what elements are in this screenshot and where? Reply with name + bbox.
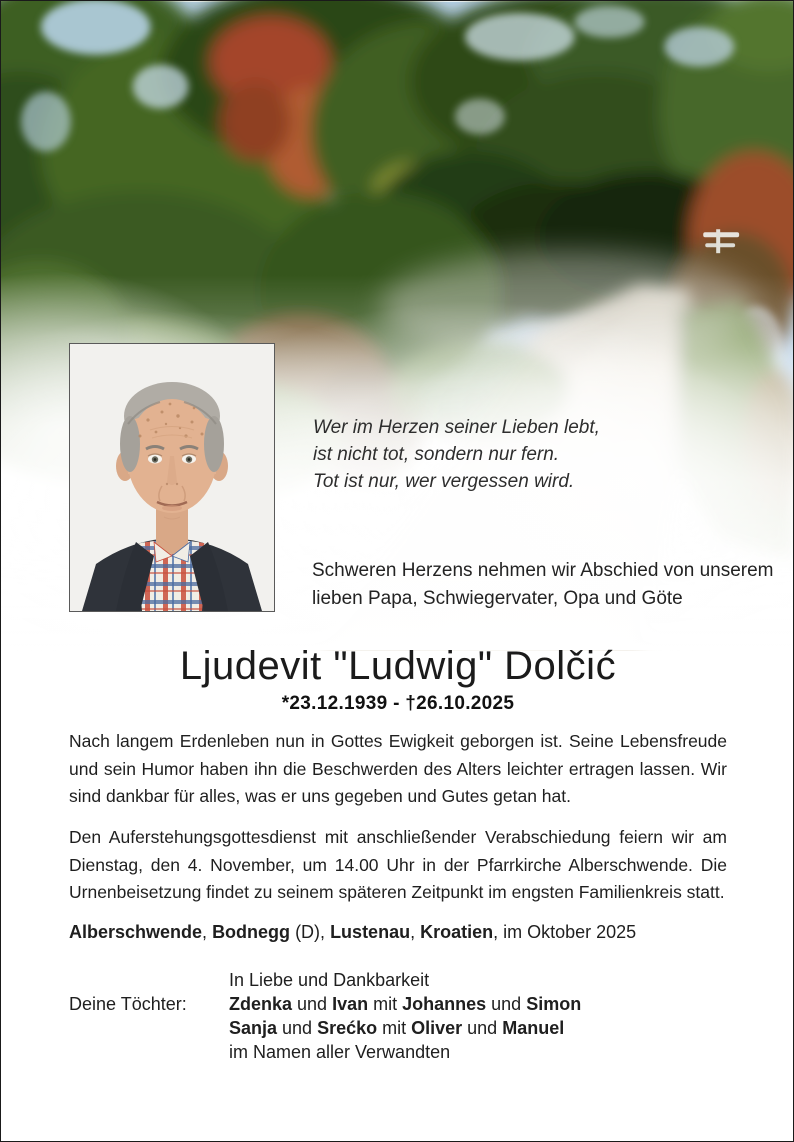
signature-line: In Liebe und Dankbarkeit <box>229 970 430 990</box>
signature-row <box>69 1016 709 1040</box>
life-dates: *23.12.1939 - †26.10.2025 <box>281 693 515 714</box>
quote-line: Tot ist nur, wer vergessen wird. <box>313 471 575 492</box>
signature-spacer <box>69 968 229 992</box>
signature-row <box>69 1040 709 1064</box>
signature-row <box>69 968 709 992</box>
signature-spacer <box>69 1016 229 1040</box>
signature-section <box>69 968 709 1064</box>
farewell-text <box>312 557 774 613</box>
signature-spacer <box>69 1040 229 1064</box>
quote-line: ist nicht tot, sondern nur fern. <box>313 444 560 465</box>
dateline: Alberschwende, Bodnegg (D), Lustenau, Kroatien, im Oktober 2025 <box>69 922 637 942</box>
memorial-quote <box>313 414 600 495</box>
quote-line: Wer im Herzen seiner Lieben lebt, <box>313 417 600 438</box>
farewell-line: Schweren Herzens nehmen wir Abschied von unserem <box>312 560 774 581</box>
portrait-photo <box>69 343 275 612</box>
signature-line: Sanja und Srećko mit Oliver und Manuel <box>229 1018 565 1038</box>
signature-label: Deine Töchter: <box>69 994 187 1014</box>
farewell-line: lieben Papa, Schwiegervater, Opa und Göte <box>312 588 683 609</box>
signature-line: Zdenka und Ivan mit Johannes und Simon <box>229 994 582 1014</box>
signature-row <box>69 992 709 1016</box>
obituary-paragraph: Nach langem Erdenleben nun in Gottes Ewigkeit geborgen ist. Seine Lebensfreude und sein Humor haben ihn die Beschwerden des Alters leichter ertragen lassen. Wir sind dankbar für alles, was er uns gegeben und Gutes getan hat. <box>69 731 727 806</box>
portrait-illustration <box>70 344 274 611</box>
signature-line: im Namen aller Verwandten <box>229 1042 451 1062</box>
deceased-name: Ljudevit "Ludwig" Dolčić <box>179 644 617 688</box>
service-paragraph: Den Auferstehungsgottesdienst mit anschließender Verabschiedung feiern wir am Dienstag, den 4. November, um 14.00 Uhr in der Pfarrkirche Alberschwende. Die Urnenbeisetzung findet zu seinem späteren Zeitpunkt im engsten Familienkreis statt. <box>69 827 727 902</box>
